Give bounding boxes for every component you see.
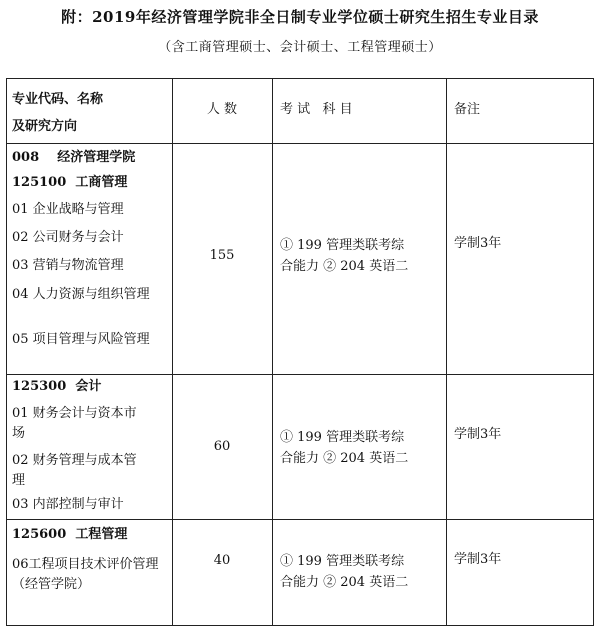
direction-item: （经管学院） (12, 577, 91, 592)
exam-subjects-line1: ① 199 管理类联考综 (280, 238, 405, 253)
direction-item: 03 内部控制与审计 (12, 497, 124, 512)
header-count: 人 数 (206, 102, 238, 117)
exam-subjects-line2: 合能力 ② 204 英语二 (280, 575, 409, 590)
header-major-line2: 及研究方向 (12, 119, 78, 134)
direction-item: 03 营销与物流管理 (12, 258, 124, 273)
header-notes: 备注 (454, 102, 481, 117)
enrollment-count: 40 (213, 553, 231, 568)
direction-item: 01 企业战略与管理 (12, 202, 124, 217)
program-code-name: 125100 工商管理 (12, 175, 128, 190)
row-separator-1 (6, 374, 594, 375)
header-major-line1: 专业代码、名称 (12, 92, 104, 107)
program-code-name: 125300 会计 (12, 379, 102, 394)
row-separator-2 (6, 519, 594, 520)
page-title: 附：2019年经济管理学院非全日制专业学位硕士研究生招生专业目录 (61, 8, 539, 26)
direction-item: 05 项目管理与风险管理 (12, 332, 150, 347)
exam-subjects-line2: 合能力 ② 204 英语二 (280, 259, 409, 274)
direction-item: 04 人力资源与组织管理 (12, 287, 150, 302)
program-notes: 学制3年 (454, 427, 502, 442)
col-separator-1 (172, 78, 173, 626)
col-separator-3 (446, 78, 447, 626)
exam-subjects-line1: ① 199 管理类联考综 (280, 430, 405, 445)
enrollment-count: 155 (209, 248, 235, 263)
exam-subjects-line2: 合能力 ② 204 英语二 (280, 451, 409, 466)
direction-item: 01 财务会计与资本市 (12, 406, 137, 421)
enrollment-count: 60 (213, 439, 231, 454)
program-notes: 学制3年 (454, 552, 502, 567)
exam-subjects-line1: ① 199 管理类联考综 (280, 554, 405, 569)
direction-item: 06工程项目技术评价管理 (12, 557, 159, 572)
program-notes: 学制3年 (454, 236, 502, 251)
direction-item: 场 (12, 426, 26, 441)
direction-item: 02 公司财务与会计 (12, 230, 124, 245)
table-border-bottom (6, 625, 594, 626)
header-separator (6, 143, 594, 144)
header-exam: 考 试 科 目 (280, 102, 353, 117)
table-border-right (593, 78, 594, 626)
page-subtitle: （含工商管理硕士、会计硕士、工程管理硕士） (158, 40, 442, 55)
school-name: 008 经济管理学院 (12, 150, 136, 165)
table-border-top (6, 78, 594, 79)
program-code-name: 125600 工程管理 (12, 527, 128, 542)
table-border-left (6, 78, 7, 626)
direction-item: 理 (12, 473, 26, 488)
direction-item: 02 财务管理与成本管 (12, 453, 137, 468)
col-separator-2 (272, 78, 273, 626)
